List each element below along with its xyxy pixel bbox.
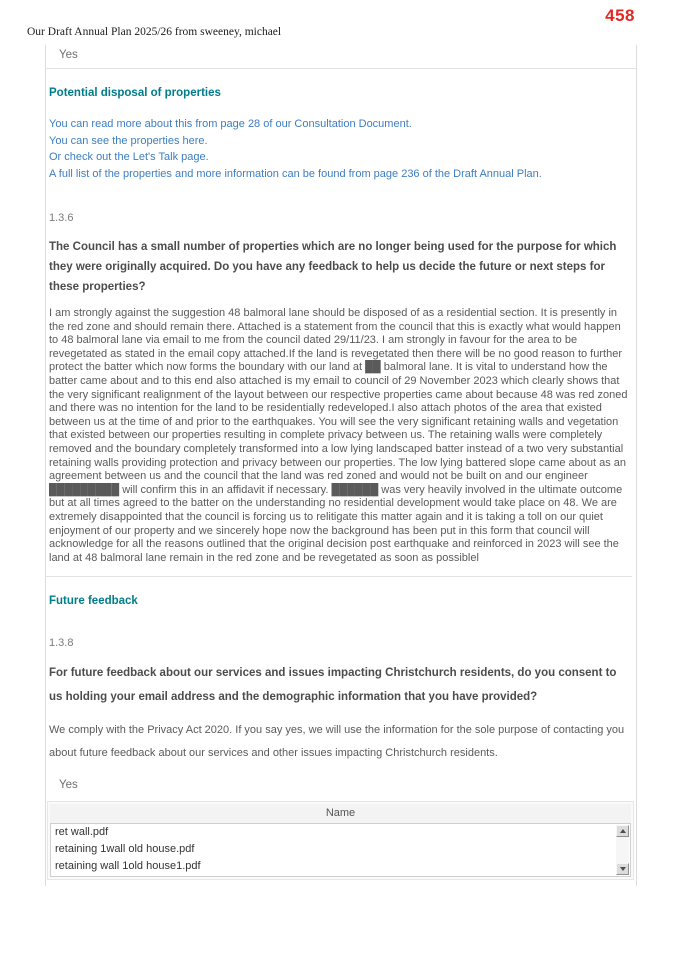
- answer-text-136: I am strongly against the suggestion 48 balmoral lane should be disposed of as a residential section. It is presently in the red zone and should remain there. Attached is a statement from the council that this is exactly what would happen to 48 balmoral lane via email to me from the council dated 29/11/23. I am strongly in favour for the area to be revegetated as stated in the email copy attached.If the land is revegetated then there will be no good reason to further protect the batter which now forms the boundary with our land at ██ balmoral lane. It is vital to understand how the batter came about and to this end also attached is my email to council of 29 November 2023 which clearly shows that the very significant realignment of the layout between our respective properties came about because 48 was red zoned and there was no intention for the land to be residentially redeveloped.I also attach photos of the area that existed between us at the time of and prior to the earthquakes. You will see the very significant retaining walls and vegetation that existed between our properties resulting in complete privacy between us. The retaining walls were completely removed and the boundary completely transformed into a low lying landscaped batter instead of a two very substantial retaining walls providing protection and privacy between our properties. The low lying battered slope came about as an agreement between us and the council that the land was red zoned and would not be built on and our engineer █████████ will confirm this in an affidavit if necessary. ██████ was very heavily involved in the ultimate outcome but at all times agreed to the batter on the understanding no residential development would take place on 48. We are extremely disappointed that the council is forcing us to relitigate this matter again and it is taking a toll on our quiet enjoyment of our property and we sincerely hope now the background has been put in this form that council will acknowledge for all the reasons outlined that the original decision post earthquake and reinforced in 2023 will see the land at 48 balmoral lane remain in the red zone and be revegetated as soon as possiblel: [49, 307, 628, 564]
- file-list-item[interactable]: ret wall.pdf: [55, 826, 109, 839]
- section-future-feedback: [46, 595, 636, 791]
- attachments-table: [47, 801, 634, 880]
- arrow-down-icon: [620, 867, 626, 871]
- section-divider-top: [46, 68, 636, 69]
- form-response-panel: [45, 45, 637, 886]
- link-lets-talk-page[interactable]: Or check out the Let's Talk page.: [49, 151, 209, 163]
- question-number-136: 1.3.6: [49, 212, 74, 224]
- privacy-note: We comply with the Privacy Act 2020. If you say yes, we will use the information for the sole purpose of contacting you about future feedback about our services and other issues impacting Christchurch residents.: [49, 724, 625, 760]
- section-potential-disposal: [46, 87, 636, 565]
- attachments-scrollbar-track[interactable]: [616, 825, 629, 875]
- section-divider-middle: [46, 576, 632, 577]
- question-number-138: 1.3.8: [49, 637, 74, 650]
- section-heading-future-feedback: Future feedback: [49, 595, 138, 608]
- attachments-column-header: [50, 804, 631, 823]
- scrollbar-down-button[interactable]: [616, 863, 629, 875]
- link-see-properties[interactable]: You can see the properties here.: [49, 134, 208, 147]
- link-draft-annual-plan[interactable]: A full list of the properties and more information can be found from page 236 of the Draft Annual Plan.: [49, 167, 542, 180]
- column-header-name: Name: [325, 807, 356, 820]
- doc-title: Our Draft Annual Plan 2025/26 from sweeney, michael: [27, 26, 282, 38]
- file-list-item[interactable]: retaining wall 1old house1.pdf: [55, 860, 201, 873]
- attachments-list: [50, 823, 631, 877]
- section-heading-potential-disposal: Potential disposal of properties: [49, 87, 221, 99]
- link-consultation-document[interactable]: You can read more about this from page 28 of our Consultation Document.: [49, 118, 412, 130]
- question-text-138: For future feedback about our services and issues impacting Christchurch residents, do you consent to us holding your email address and the demographic information that you have provided?: [49, 667, 617, 704]
- file-list-item[interactable]: retaining 1wall old house.pdf: [55, 843, 195, 856]
- consent-answer-value: Yes: [59, 779, 78, 792]
- arrow-up-icon: [620, 829, 626, 833]
- question-text-136: The Council has a small number of properties which are no longer being used for the purpose for which they were originally acquired. Do you have any feedback to help us decide the future or next steps for these properties?: [49, 241, 617, 293]
- previous-answer-value: Yes: [59, 49, 78, 61]
- scrollbar-up-button[interactable]: [616, 825, 629, 837]
- info-links: [49, 116, 626, 182]
- page-number: 458: [605, 6, 635, 25]
